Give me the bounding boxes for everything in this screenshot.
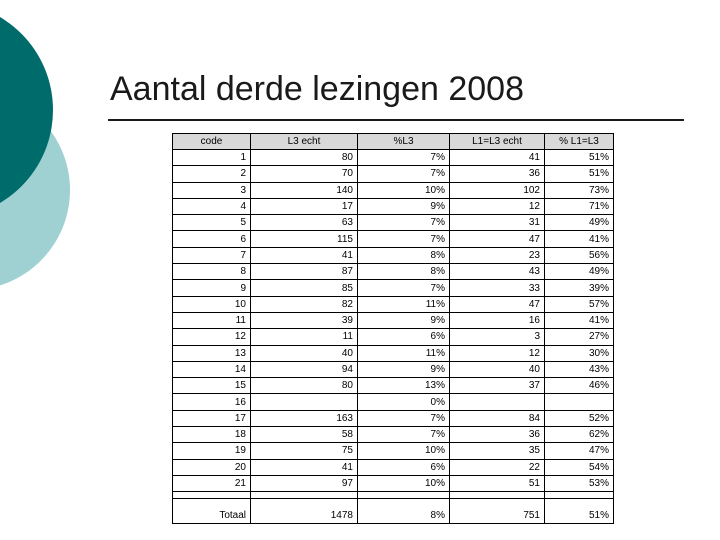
header-pct-l3: %L3: [358, 134, 450, 150]
table-row: [173, 312, 614, 328]
pct-l3-cell: 7%: [358, 280, 450, 296]
table-row: [173, 443, 614, 459]
total-l3-echt-cell: 1478: [251, 499, 358, 524]
header-l3-echt: L3 echt: [251, 134, 358, 150]
spacer-cell: [358, 492, 450, 499]
l1-l3-echt-cell: 47: [450, 296, 545, 312]
l1-l3-echt-cell: 37: [450, 378, 545, 394]
total-pct-l1-l3-cell: 51%: [545, 499, 614, 524]
l1-l3-echt-cell: 3: [450, 329, 545, 345]
code-cell: 15: [173, 378, 251, 394]
decorative-circles: [0, 0, 80, 300]
l3-echt-cell: 140: [251, 182, 358, 198]
spacer-cell: [450, 492, 545, 499]
l1-l3-echt-cell: 12: [450, 198, 545, 214]
spacer-cell: [173, 492, 251, 499]
header-pct-l1-l3: % L1=L3: [545, 134, 614, 150]
l1-l3-echt-cell: 84: [450, 410, 545, 426]
code-cell: 18: [173, 427, 251, 443]
pct-l3-cell: 8%: [358, 264, 450, 280]
code-cell: 3: [173, 182, 251, 198]
pct-l3-cell: 8%: [358, 247, 450, 263]
table-row: [173, 345, 614, 361]
l1-l3-echt-cell: 16: [450, 312, 545, 328]
l1-l3-echt-cell: 31: [450, 215, 545, 231]
code-cell: 6: [173, 231, 251, 247]
table-row: [173, 247, 614, 263]
pct-l1-l3-cell: 56%: [545, 247, 614, 263]
code-cell: 2: [173, 166, 251, 182]
l1-l3-echt-cell: 23: [450, 247, 545, 263]
code-cell: 19: [173, 443, 251, 459]
spacer-cell: [545, 492, 614, 499]
spacer-row: [173, 492, 614, 499]
pct-l3-cell: 7%: [358, 231, 450, 247]
header-code: code: [173, 134, 251, 150]
code-cell: 10: [173, 296, 251, 312]
l1-l3-echt-cell: 22: [450, 459, 545, 475]
pct-l1-l3-cell: 43%: [545, 361, 614, 377]
table-row: [173, 280, 614, 296]
pct-l1-l3-cell: 41%: [545, 231, 614, 247]
total-l1-l3-echt-cell: 751: [450, 499, 545, 524]
l3-echt-cell: 97: [251, 475, 358, 491]
l3-echt-cell: 80: [251, 378, 358, 394]
l1-l3-echt-cell: 12: [450, 345, 545, 361]
l3-echt-cell: 17: [251, 198, 358, 214]
l3-echt-cell: 115: [251, 231, 358, 247]
l3-echt-cell: 40: [251, 345, 358, 361]
pct-l3-cell: 9%: [358, 361, 450, 377]
pct-l1-l3-cell: 47%: [545, 443, 614, 459]
code-cell: 17: [173, 410, 251, 426]
pct-l1-l3-cell: 62%: [545, 427, 614, 443]
code-cell: 20: [173, 459, 251, 475]
pct-l3-cell: 11%: [358, 345, 450, 361]
l1-l3-echt-cell: 47: [450, 231, 545, 247]
pct-l3-cell: 6%: [358, 459, 450, 475]
code-cell: 7: [173, 247, 251, 263]
slide-title: Aantal derde lezingen 2008: [110, 70, 524, 108]
pct-l1-l3-cell: 30%: [545, 345, 614, 361]
code-cell: 5: [173, 215, 251, 231]
pct-l3-cell: 7%: [358, 150, 450, 166]
l1-l3-echt-cell: 40: [450, 361, 545, 377]
table-row: [173, 198, 614, 214]
pct-l3-cell: 6%: [358, 329, 450, 345]
l3-echt-cell: 163: [251, 410, 358, 426]
code-cell: 11: [173, 312, 251, 328]
pct-l3-cell: 7%: [358, 427, 450, 443]
pct-l1-l3-cell: 27%: [545, 329, 614, 345]
code-cell: 16: [173, 394, 251, 410]
l1-l3-echt-cell: 35: [450, 443, 545, 459]
pct-l1-l3-cell: 53%: [545, 475, 614, 491]
l3-echt-cell: 11: [251, 329, 358, 345]
pct-l3-cell: 10%: [358, 475, 450, 491]
table-row: [173, 329, 614, 345]
pct-l1-l3-cell: 41%: [545, 312, 614, 328]
l1-l3-echt-cell: 36: [450, 427, 545, 443]
l3-echt-cell: 85: [251, 280, 358, 296]
l3-echt-cell: 63: [251, 215, 358, 231]
table-row: [173, 231, 614, 247]
code-cell: 8: [173, 264, 251, 280]
code-cell: 9: [173, 280, 251, 296]
l3-echt-cell: 94: [251, 361, 358, 377]
total-pct-l3-cell: 8%: [358, 499, 450, 524]
header-l1-l3-echt: L1=L3 echt: [450, 134, 545, 150]
l1-l3-echt-cell: 51: [450, 475, 545, 491]
code-cell: 21: [173, 475, 251, 491]
table-row: [173, 296, 614, 312]
pct-l3-cell: 7%: [358, 410, 450, 426]
pct-l1-l3-cell: 54%: [545, 459, 614, 475]
pct-l1-l3-cell: 52%: [545, 410, 614, 426]
table-row: [173, 215, 614, 231]
pct-l3-cell: 7%: [358, 215, 450, 231]
code-cell: 12: [173, 329, 251, 345]
table-row: [173, 182, 614, 198]
pct-l3-cell: 7%: [358, 166, 450, 182]
pct-l3-cell: 9%: [358, 198, 450, 214]
pct-l1-l3-cell: 46%: [545, 378, 614, 394]
pct-l1-l3-cell: 71%: [545, 198, 614, 214]
l1-l3-echt-cell: 43: [450, 264, 545, 280]
total-row: [173, 499, 614, 524]
table-row: [173, 427, 614, 443]
l3-echt-cell: 39: [251, 312, 358, 328]
pct-l3-cell: 10%: [358, 443, 450, 459]
total-label: Totaal: [173, 499, 251, 524]
l1-l3-echt-cell: 102: [450, 182, 545, 198]
l3-echt-cell: 41: [251, 459, 358, 475]
code-cell: 13: [173, 345, 251, 361]
l3-echt-cell: 58: [251, 427, 358, 443]
table-row: [173, 378, 614, 394]
l1-l3-echt-cell: [450, 394, 545, 410]
l3-echt-cell: 87: [251, 264, 358, 280]
table-row: [173, 166, 614, 182]
l3-echt-cell: 82: [251, 296, 358, 312]
table-row: [173, 361, 614, 377]
l1-l3-echt-cell: 36: [450, 166, 545, 182]
table-row: [173, 394, 614, 410]
pct-l3-cell: 13%: [358, 378, 450, 394]
pct-l1-l3-cell: 57%: [545, 296, 614, 312]
pct-l1-l3-cell: 49%: [545, 215, 614, 231]
l1-l3-echt-cell: 33: [450, 280, 545, 296]
code-cell: 14: [173, 361, 251, 377]
pct-l1-l3-cell: 49%: [545, 264, 614, 280]
pct-l1-l3-cell: 39%: [545, 280, 614, 296]
table-row: [173, 475, 614, 491]
code-cell: 1: [173, 150, 251, 166]
table-row: [173, 264, 614, 280]
l1-l3-echt-cell: 41: [450, 150, 545, 166]
table-row: [173, 410, 614, 426]
pct-l1-l3-cell: [545, 394, 614, 410]
table-row: [173, 150, 614, 166]
pct-l3-cell: 11%: [358, 296, 450, 312]
title-underline: [108, 119, 684, 121]
l3-echt-cell: 75: [251, 443, 358, 459]
pct-l1-l3-cell: 73%: [545, 182, 614, 198]
spacer-cell: [251, 492, 358, 499]
header-row: [173, 134, 614, 150]
pct-l1-l3-cell: 51%: [545, 166, 614, 182]
l3-echt-cell: 80: [251, 150, 358, 166]
l3-echt-cell: [251, 394, 358, 410]
pct-l3-cell: 10%: [358, 182, 450, 198]
pct-l1-l3-cell: 51%: [545, 150, 614, 166]
table-row: [173, 459, 614, 475]
l3-echt-cell: 41: [251, 247, 358, 263]
data-table: [172, 133, 614, 524]
pct-l3-cell: 9%: [358, 312, 450, 328]
pct-l3-cell: 0%: [358, 394, 450, 410]
code-cell: 4: [173, 198, 251, 214]
l3-echt-cell: 70: [251, 166, 358, 182]
